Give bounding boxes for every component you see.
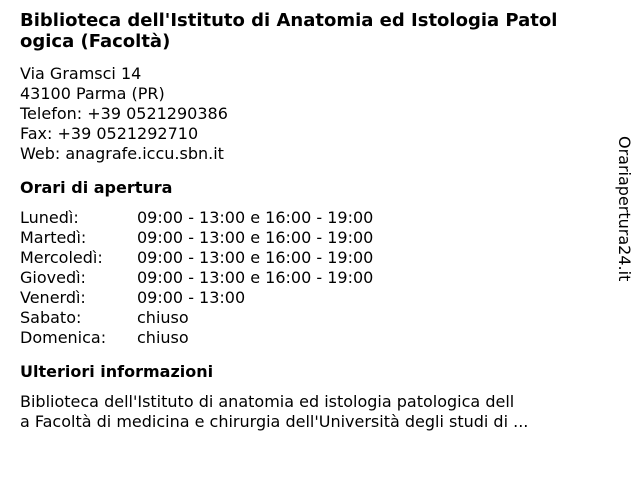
- day-hours: chiuso: [137, 328, 189, 347]
- city-address: 43100 Parma (PR): [20, 84, 165, 103]
- library-card: [20, 10, 600, 432]
- day-hours: chiuso: [137, 308, 189, 327]
- library-title: [20, 10, 600, 52]
- day-label: Mercoledì:: [20, 248, 103, 267]
- hours-row-thursday: [20, 268, 600, 288]
- phone-number: Telefon: +39 0521290386: [20, 104, 228, 123]
- hours-row-tuesday: [20, 228, 600, 248]
- further-info-text: [20, 392, 580, 432]
- site-watermark: Orariaperturа24.it: [615, 136, 634, 282]
- address-block: [20, 64, 600, 164]
- day-label: Giovedì:: [20, 268, 86, 287]
- day-label: Martedì:: [20, 228, 87, 247]
- day-label: Venerdì:: [20, 288, 86, 307]
- opening-hours-heading: Orari di apertura: [20, 178, 173, 197]
- fax-number: Fax: +39 0521292710: [20, 124, 199, 143]
- opening-hours-table: [20, 208, 600, 348]
- hours-row-wednesday: [20, 248, 600, 268]
- day-hours: 09:00 - 13:00 e 16:00 - 19:00: [137, 248, 374, 267]
- library-title-line-2: ogica (Facoltà): [20, 31, 171, 52]
- day-label: Lunedì:: [20, 208, 79, 227]
- further-info-heading: Ulteriori informazioni: [20, 362, 214, 381]
- street-address: Via Gramsci 14: [20, 64, 142, 83]
- website: Web: anagrafe.iccu.sbn.it: [20, 144, 224, 163]
- day-label: Sabato:: [20, 308, 82, 327]
- day-label: Domenica:: [20, 328, 107, 347]
- day-hours: 09:00 - 13:00 e 16:00 - 19:00: [137, 208, 374, 227]
- hours-row-friday: [20, 288, 600, 308]
- further-info-line-2: a Facoltà di medicina e chirurgia dell'Università degli studi di ...: [20, 412, 529, 431]
- hours-row-monday: [20, 208, 600, 228]
- day-hours: 09:00 - 13:00 e 16:00 - 19:00: [137, 228, 374, 247]
- day-hours: 09:00 - 13:00 e 16:00 - 19:00: [137, 268, 374, 287]
- day-hours: 09:00 - 13:00: [137, 288, 246, 307]
- library-title-line-1: Biblioteca dell'Istituto di Anatomia ed Istologia Patol: [20, 10, 558, 31]
- hours-row-sunday: [20, 328, 600, 348]
- further-info-line-1: Biblioteca dell'Istituto di anatomia ed istologia patologica dell: [20, 392, 515, 411]
- hours-row-saturday: [20, 308, 600, 328]
